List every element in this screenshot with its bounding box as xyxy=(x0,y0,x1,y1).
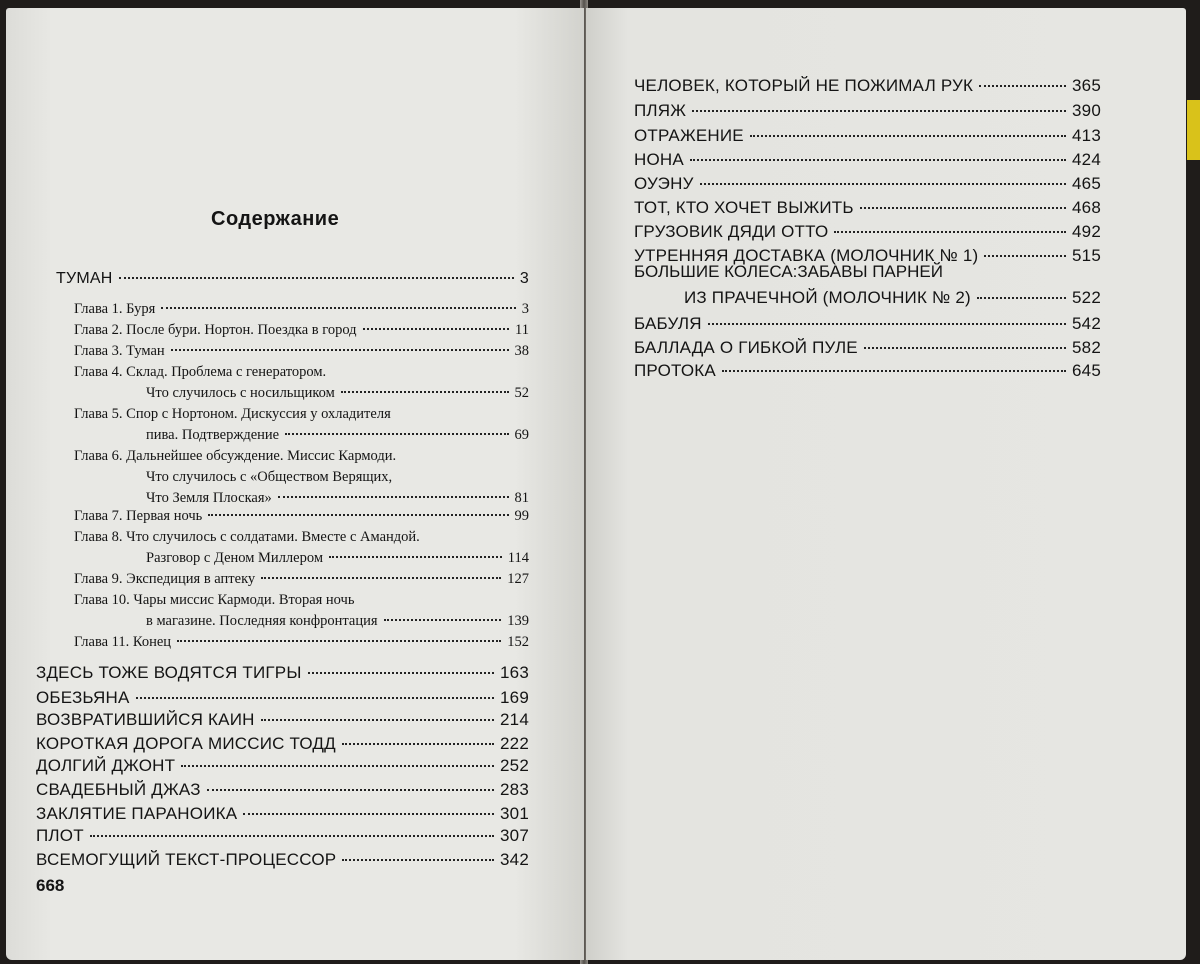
entry-title: в магазине. Последняя конфронтация xyxy=(146,613,378,629)
toc-chapter-heading: Глава 10. Чары миссис Кармоди. Вторая ночь xyxy=(74,592,355,608)
leader-dots xyxy=(708,323,1066,325)
entry-title: ДОЛГИЙ ДЖОНТ xyxy=(36,756,176,775)
leader-dots xyxy=(161,307,515,309)
leader-dots xyxy=(722,370,1066,372)
toc-story-entry xyxy=(634,222,1101,242)
leader-dots xyxy=(984,255,1066,257)
leader-dots xyxy=(285,433,508,435)
toc-story-entry xyxy=(634,126,1101,146)
leader-dots xyxy=(90,835,494,837)
entry-title: БАЛЛАДА О ГИБКОЙ ПУЛЕ xyxy=(634,338,858,357)
entry-page-number: 465 xyxy=(1072,174,1101,193)
toc-title: Содержание xyxy=(211,208,340,230)
left-page xyxy=(6,8,584,960)
entry-title: ГРУЗОВИК ДЯДИ ОТТО xyxy=(634,222,829,241)
entry-page-number: 69 xyxy=(514,427,529,443)
entry-title: ОТРАЖЕНИЕ xyxy=(634,126,744,145)
toc-story-entry xyxy=(634,338,1101,358)
toc-chapter-heading: Глава 4. Склад. Проблема с генератором. xyxy=(74,364,327,380)
toc-chapter-entry xyxy=(74,322,529,339)
toc-story-entry xyxy=(56,270,529,288)
entry-title: Разговор с Деном Миллером xyxy=(146,550,323,566)
entry-title: НОНА xyxy=(634,150,684,169)
entry-page-number: 163 xyxy=(500,663,529,682)
toc-story-entry xyxy=(36,804,529,824)
entry-page-number: 468 xyxy=(1072,198,1101,217)
leader-dots xyxy=(860,207,1066,209)
leader-dots xyxy=(207,789,494,791)
leader-dots xyxy=(834,231,1066,233)
leader-dots xyxy=(700,183,1066,185)
toc-story-entry xyxy=(36,688,529,708)
entry-title: БАБУЛЯ xyxy=(634,314,702,333)
toc-chapter-entry xyxy=(146,613,529,630)
entry-title: ПЛЯЖ xyxy=(634,101,687,120)
leader-dots xyxy=(261,577,501,579)
right-page xyxy=(586,8,1186,960)
entry-title: ПРОТОКА xyxy=(634,361,716,380)
toc-chapter-entry xyxy=(146,385,529,402)
leader-dots xyxy=(692,110,1066,112)
leader-dots xyxy=(750,135,1066,137)
toc-story-entry xyxy=(36,756,529,776)
entry-title: ОУЭНУ xyxy=(634,174,694,193)
toc-story-entry xyxy=(634,101,1101,121)
entry-page-number: 222 xyxy=(500,734,529,753)
toc-story-entry xyxy=(684,288,1101,308)
entry-title: СВАДЕБНЫЙ ДЖАЗ xyxy=(36,780,201,799)
leader-dots xyxy=(136,697,495,699)
leader-dots xyxy=(363,328,510,330)
entry-page-number: 515 xyxy=(1072,246,1101,265)
entry-title: ТОТ, КТО ХОЧЕТ ВЫЖИТЬ xyxy=(634,198,854,217)
entry-page-number: 645 xyxy=(1072,361,1101,380)
leader-dots xyxy=(243,813,494,815)
entry-page-number: 307 xyxy=(500,826,529,845)
leader-dots xyxy=(177,640,501,642)
leader-dots xyxy=(329,556,502,558)
entry-title: ЧЕЛОВЕК, КОТОРЫЙ НЕ ПОЖИМАЛ РУК xyxy=(634,76,974,95)
entry-title: Глава 9. Экспедиция в аптеку xyxy=(74,571,256,587)
entry-title: ПЛОТ xyxy=(36,826,84,845)
entry-page-number: 283 xyxy=(500,780,529,799)
entry-page-number: 542 xyxy=(1072,314,1101,333)
toc-story-entry xyxy=(36,663,529,683)
entry-page-number: 38 xyxy=(514,343,529,359)
toc-story-entry xyxy=(36,734,529,754)
toc-chapter-entry xyxy=(146,427,529,444)
entry-page-number: 3 xyxy=(521,301,529,317)
entry-page-number: 169 xyxy=(500,688,529,707)
toc-chapter-continuation: Что случилось с «Обществом Верящих, xyxy=(146,469,393,485)
entry-page-number: 99 xyxy=(514,508,529,524)
toc-chapter-entry xyxy=(74,571,529,588)
leader-dots xyxy=(384,619,502,621)
toc-story-entry xyxy=(634,174,1101,194)
leader-dots xyxy=(171,349,509,351)
toc-story-entry xyxy=(634,198,1101,218)
entry-page-number: 139 xyxy=(507,613,529,629)
toc-chapter-entry xyxy=(146,550,529,567)
leader-dots xyxy=(308,672,494,674)
entry-title: ЗДЕСЬ ТОЖЕ ВОДЯТСЯ ТИГРЫ xyxy=(36,663,302,682)
toc-chapter-heading: Глава 5. Спор с Нортоном. Дискуссия у охладителя xyxy=(74,406,391,422)
leader-dots xyxy=(261,719,494,721)
entry-page-number: 3 xyxy=(519,270,529,287)
entry-title: КОРОТКАЯ ДОРОГА МИССИС ТОДД xyxy=(36,734,336,753)
leader-dots xyxy=(342,859,494,861)
entry-page-number: 522 xyxy=(1072,288,1101,307)
leader-dots xyxy=(690,159,1066,161)
entry-page-number: 114 xyxy=(507,550,529,566)
entry-title: пива. Подтверждение xyxy=(146,427,280,443)
entry-title: Что случилось с носильщиком xyxy=(146,385,335,401)
entry-page-number: 214 xyxy=(500,710,529,729)
page-number: 668 xyxy=(36,876,65,895)
entry-title: Глава 11. Конец xyxy=(74,634,172,650)
entry-page-number: 81 xyxy=(514,490,529,506)
toc-story-entry xyxy=(634,150,1101,170)
leader-dots xyxy=(278,496,509,498)
entry-title: ИЗ ПРАЧЕЧНОЙ (МОЛОЧНИК № 2) xyxy=(684,288,971,307)
entry-page-number: 424 xyxy=(1072,150,1101,169)
page-edge-marker xyxy=(1187,100,1200,160)
entry-title: Глава 2. После бури. Нортон. Поездка в город xyxy=(74,322,357,338)
toc-story-entry xyxy=(36,710,529,730)
leader-dots xyxy=(119,277,514,279)
entry-page-number: 52 xyxy=(514,385,529,401)
toc-chapter-entry xyxy=(74,508,529,525)
entry-page-number: 342 xyxy=(500,850,529,869)
toc-story-entry xyxy=(36,826,529,846)
toc-story-entry xyxy=(634,361,1101,381)
entry-page-number: 413 xyxy=(1072,126,1101,145)
entry-page-number: 365 xyxy=(1072,76,1101,95)
toc-chapter-entry xyxy=(74,634,529,651)
toc-chapter-entry xyxy=(146,490,529,507)
entry-title: УТРЕННЯЯ ДОСТАВКА (МОЛОЧНИК № 1) xyxy=(634,246,979,265)
leader-dots xyxy=(341,391,509,393)
entry-title: Глава 1. Буря xyxy=(74,301,156,317)
entry-title: Что Земля Плоская» xyxy=(146,490,272,506)
entry-title: ВСЕМОГУЩИЙ ТЕКСТ-ПРОЦЕССОР xyxy=(36,850,337,869)
leader-dots xyxy=(864,347,1066,349)
entry-page-number: 11 xyxy=(515,322,529,338)
entry-page-number: 390 xyxy=(1072,101,1101,120)
toc-story-entry xyxy=(36,780,529,800)
leader-dots xyxy=(181,765,494,767)
toc-story-entry xyxy=(634,76,1101,96)
entry-page-number: 152 xyxy=(507,634,529,650)
entry-title: Глава 3. Туман xyxy=(74,343,165,359)
leader-dots xyxy=(208,514,508,516)
toc-chapter-heading: Глава 8. Что случилось с солдатами. Вместе с Амандой. xyxy=(74,529,420,545)
toc-story-entry xyxy=(36,850,529,870)
toc-story-entry xyxy=(634,314,1101,334)
entry-page-number: 492 xyxy=(1072,222,1101,241)
entry-page-number: 582 xyxy=(1072,338,1101,357)
entry-title: Глава 7. Первая ночь xyxy=(74,508,203,524)
entry-page-number: 127 xyxy=(507,571,529,587)
toc-story-heading: БОЛЬШИЕ КОЛЕСА:ЗАБАВЫ ПАРНЕЙ xyxy=(634,262,943,281)
toc-chapter-heading: Глава 6. Дальнейшее обсуждение. Миссис Кармоди. xyxy=(74,448,397,464)
entry-title: ТУМАН xyxy=(56,270,113,287)
entry-title: ОБЕЗЬЯНА xyxy=(36,688,130,707)
leader-dots xyxy=(977,297,1066,299)
entry-page-number: 301 xyxy=(500,804,529,823)
toc-chapter-entry xyxy=(74,343,529,360)
entry-title: ЗАКЛЯТИЕ ПАРАНОИКА xyxy=(36,804,238,823)
entry-title: ВОЗВРАТИВШИЙСЯ КАИН xyxy=(36,710,255,729)
leader-dots xyxy=(979,85,1066,87)
toc-chapter-entry xyxy=(74,301,529,318)
leader-dots xyxy=(342,743,494,745)
entry-page-number: 252 xyxy=(500,756,529,775)
